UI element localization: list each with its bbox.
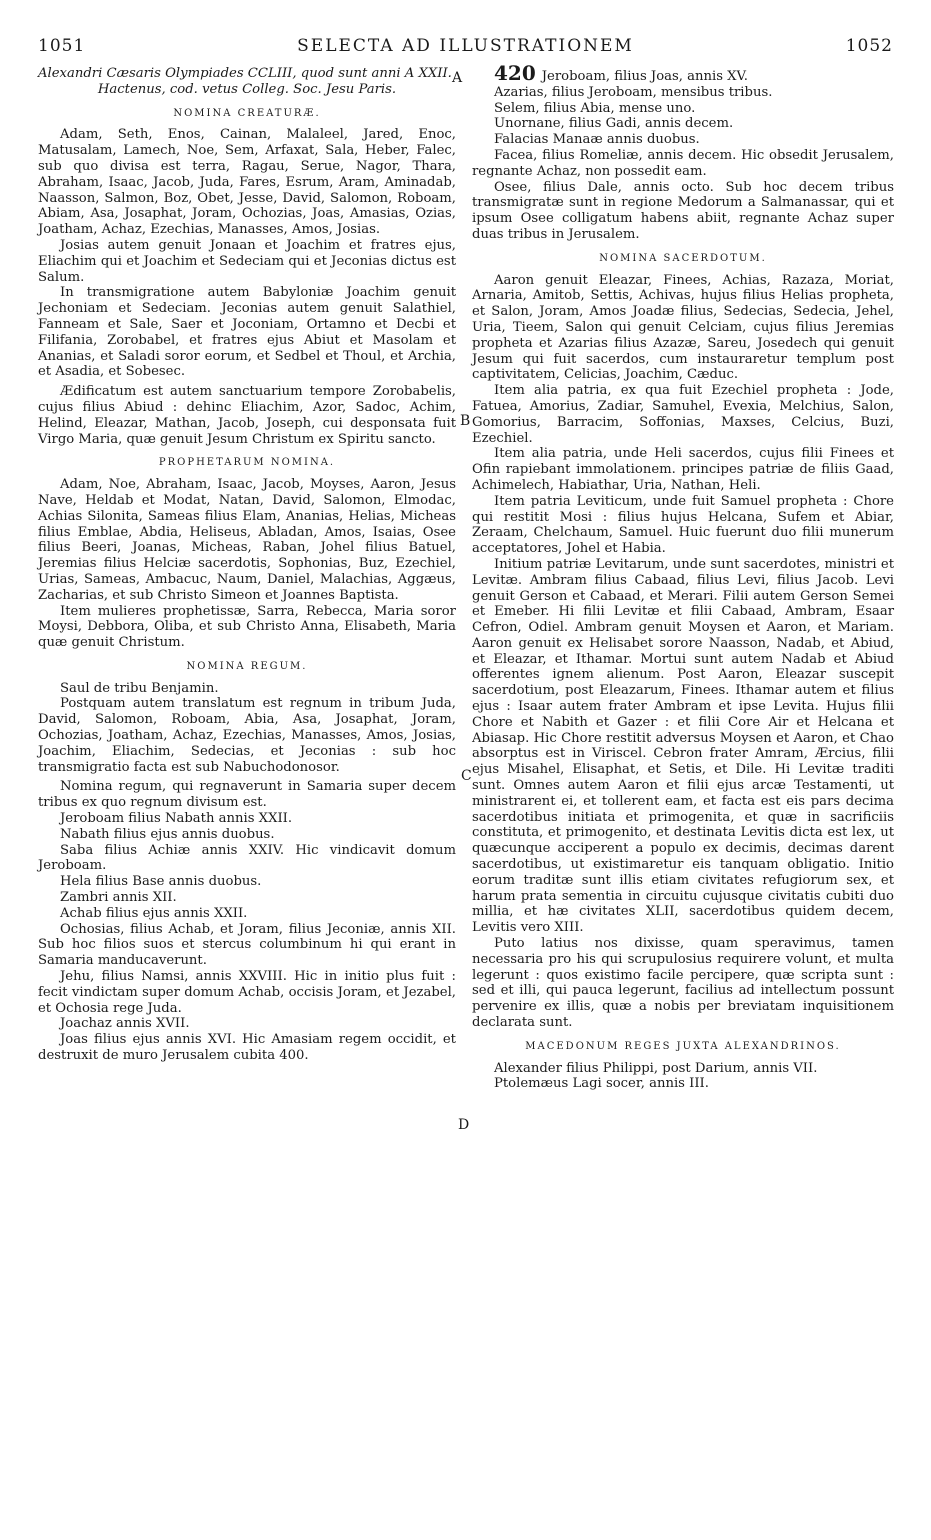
paragraph-transmigratione: In transmigratione autem Babyloniæ Joachim genuit Jechoniam et Sedeciam. Jeconias autem genuit Salathiel, Fanneam et Sale, Saer et Joconiam, Ortamno et Decbi et Filifania, Zorobabel, et fratres ejus Abiut et Masolam et Ananias, et Saladi soror eorum, et Sedbel et Thoul, et Archia, et Asadia, et Sobesec. <box>38 285 456 380</box>
list-item: Azarias, filius Jeroboam, mensibus tribus. <box>494 84 773 100</box>
heading-sacerdotum: NOMINA SACERDOTUM. <box>599 252 767 264</box>
right-page-number: 1052 <box>845 36 893 56</box>
list-item: Ochosias, filius Achab, et Joram, filius Jeconiæ, annis XII. Sub hoc filios suos et stercus columbinum hi qui erant in Samaria manducaverunt. <box>38 921 456 969</box>
margin-letter-a: A <box>452 70 463 86</box>
list-item: Jehu, filius Namsi, annis XXVIII. Hic in initio plus fuit : fecit vindictam super domum Achab, occisis Joram, et Jezabel, et Ochosia rege Juda. <box>38 969 456 1016</box>
paragraph-creaturae: Adam, Seth, Enos, Cainan, Malaleel, Jared, Enoc, Matusalam, Lamech, Noe, Sem, Arfaxat, Sala, Heber, Falec, sub quo divisa est terra, Ragau, Serue, Nagor, Thara, Abraham, Isaac, Jacob, Juda, Fares, Esrum, Aram, Aminadab, Naasson, Salmon, Boz, Obet, Jesse, David, Salomon, Roboam, Abiam, Asa, Josaphat, Joram, Ochozias, Joas, Amasias, Ozias, Joatham, Achaz, Ezechias, Manasses, Amos, Josias. <box>38 127 456 238</box>
list-item: Falacias Manaæ annis duobus. <box>494 132 700 148</box>
list-item: Zambri annis XII. <box>60 890 177 906</box>
list-item: Osee, filius Dale, annis octo. Sub hoc decem tribus transmigratæ sunt in regione Medorum a Salmanassar, qui et ipsum Osee colligatum habens abiit, regnante Achaz super duas tribus in Jerusalem. <box>472 179 894 242</box>
right-column <box>472 61 894 1092</box>
heading-macedonum: MACEDONUM REGES JUXTA ALEXANDRINOS. <box>525 1040 841 1052</box>
heading-regum: NOMINA REGUM. <box>186 660 308 672</box>
page-header <box>38 36 893 60</box>
intro-line: Alexandri Cæsaris Olympiades CCLIII, quod sunt anni A XXII. <box>38 66 452 81</box>
list-item: Alexander filius Philippi, post Darium, annis VII. <box>494 1060 818 1076</box>
list-item: Jeroboam filius Nabath annis XXII. <box>60 811 293 827</box>
margin-letter-d: D <box>458 1117 470 1133</box>
paragraph-item-ezechiel: Item alia patria, ex qua fuit Ezechiel propheta : Jode, Fatuea, Amorius, Zadiar, Samuhel, Evexia, Melchius, Salon, Gomorius, Barracim, Soffonias, Maxses, Celcius, Buzi, Ezechiel. <box>472 383 894 446</box>
heading-prophetarum: PROPHETARUM NOMINA. <box>158 457 336 469</box>
list-item: Joas filius ejus annis XVI. Hic Amasiam regem occidit, et destruxit de muro Jerusalem cubita 400. <box>38 1032 456 1064</box>
list-item: Jeroboam, filius Joas, annis XV. <box>541 69 748 84</box>
paragraph-josias: Josias autem genuit Jonaan et Joachim et fratres ejus, Eliachim qui et Joachim et Sedeciam qui et Jeconias dictus est Salum. <box>38 237 456 285</box>
paragraph-item-samuel: Item patria Leviticum, unde fuit Samuel propheta : Chore qui restitit Mosi : filius hujus Helcana, Sufem et Abiar, Zeraam, Chelchaum, Samuel. Huic fuerunt duo filii munerum acceptatores, Johel et Habia. <box>472 493 894 557</box>
list-item: Achab filius ejus annis XXII. <box>60 905 248 921</box>
list-item: Nabath filius ejus annis duobus. <box>60 826 275 842</box>
list-item: Facea, filius Romeliæ, annis decem. Hic obsedit Jerusalem, regnante Achaz, non possedit eam. <box>472 147 894 179</box>
heading-creaturae: NOMINA CREATURÆ. <box>173 107 321 119</box>
paragraph-item-heli: Item alia patria, unde Heli sacerdos, cujus filii Finees et Ofin rapiebant immolationem. principes patriæ de filiis Gaad, Achimelech, Habiathar, Uria, Nathan, Heli. <box>472 446 894 493</box>
list-item: Unornane, filius Gadi, annis decem. <box>494 116 734 132</box>
left-page-number: 1051 <box>38 36 86 56</box>
margin-letter-b: B <box>460 413 471 429</box>
paragraph-initium: Initium patriæ Levitarum, unde sunt sacerdotes, ministri et Levitæ. Ambram filius Cabaad, filius Levi, filius Jacob. Levi genuit Gerson et Cabaad, et Merari. Filii autem Gerson Semei et Emeber. Hi filii Levitæ et filii Cabaad, Ambram, Esaar Cefron, Odiel. Ambram genuit Moysen et Aaron, et Mariam. Aaron genuit ex Helisabet sorore Naasson, Nadab, et Abiud, et Eleazar, et Ithamar. Mortui sunt autem Nadab et Abiud offerentes ignem alienum. Post Aaron, Eleazar suscepit sacerdotium, post Eleazarum, Finees. Ithamar autem et filius ejus : Isaar autem frater Ambram et ipse Levita. Hujus filii Chore et Nabith et Gazer : et filii Core Air et Helcana et Abiasap. Hic Chore restitit adversus Moysen et Aaron, et Chao absorptus est in Viriscel. Cebron frater Amram, Ærcius, filii ejus Misahel, Elisaphat, et Setis, et Dile. Hi Levitæ traditi sunt. Omnes autem Aaron et filii ejus arcæ Testamenti, ut ministrarent ei, et tollerent eam, et facta est eis pars decima sacerdotibus initiata et primogenita, et quæ in sacrificiis constituta, et primogenito, et destinata Levitis dicta est lex, ut quæcunque acciperent a populo ex decimis, decimas darent sacerdotibus, ut existimaretur eis tanquam obligatio. Initio eorum traditæ sunt illis etiam civitates refugiorum sex, et harum prata sementia in circuitu cujusque civitatis cubiti duo millia, et hæ civitates XLII, sacerdotibus quidem decem, Levitis vero XIII. <box>472 556 894 936</box>
paragraph-aaron: Aaron genuit Eleazar, Finees, Achias, Razaza, Moriat, Arnaria, Amitob, Settis, Achivas, hujus filius Helias propheta, et Salon, Joram, Amos Joadæ filius, Sedecias, Sedecia, Jehel, Uria, Tieem, Salon qui genuit Celciam, cujus filius Jeremias propheta et Azarias filius Azazæ, Sareu, Josedech qui genuit Jesum qui fuit sacerdos, cum instauraretur templum post captivitatem, Celicias, Joachim, Cæduc. <box>472 272 894 383</box>
list-item: Saba filius Achiæ annis XXIV. Hic vindicavit domum Jeroboam. <box>38 842 456 874</box>
column-marker-number: 420 <box>494 61 536 85</box>
margin-letter-c: C <box>461 768 472 784</box>
list-item: Selem, filius Abia, mense uno. <box>494 100 696 116</box>
left-column <box>38 66 456 1064</box>
list-item: Hela filius Base annis duobus. <box>60 874 262 890</box>
list-item: Ptolemæus Lagi socer, annis III. <box>494 1076 709 1092</box>
paragraph-nomina-regum: Nomina regum, qui regnaverunt in Samaria super decem tribus ex quo regnum divisum est. <box>38 779 456 811</box>
source-note: Hactenus, cod. vetus Colleg. Soc. Jesu Paris. <box>97 81 397 97</box>
paragraph-aedificatum: Ædificatum est autem sanctuarium tempore Zorobabelis, cujus filius Abiud : dehinc Eliachim, Azor, Sadoc, Achim, Helind, Eleazar, Mathan, Jacob, Joseph, cui desponsata fuit Virgo Maria, quæ genuit Jesum Christum ex Spiritu sancto. <box>38 384 456 447</box>
paragraph-saul: Saul de tribu Benjamin. <box>60 680 219 696</box>
running-title: SELECTA AD ILLUSTRATIONEM <box>297 36 634 56</box>
paragraph-prophetarum: Adam, Noe, Abraham, Isaac, Jacob, Moyses, Aaron, Jesus Nave, Heldab et Modat, Natan, David, Salomon, Elmodac, Achias Silonita, Sameas filius Elam, Ananias, Helias, Micheas filius Emblae, Abdia, Heliseus, Abladan, Amos, Isaias, Osee filius Beeri, Joanas, Micheas, Raban, Johel filius Batuel, Jeremias filius Helciæ sacerdotis, Sophonias, Buz, Ezechiel, Urias, Sameas, Ambacuc, Naum, Daniel, Malachias, Aggæus, Zacharias, et sub Christo Simeon et Joannes Baptista. <box>38 477 456 603</box>
list-item: Joachaz annis XVII. <box>60 1016 190 1032</box>
paragraph-postquam: Postquam autem translatum est regnum in tribum Juda, David, Salomon, Roboam, Abia, Asa, Josaphat, Joram, Ochozias, Joatham, Achaz, Ezechias, Manasses, Amos, Josias, Joachim, Eliachim, Sedecias, et Jeconias : sub hoc transmigratio facta est sub Nabuchodonosor. <box>38 696 456 775</box>
paragraph-puto: Puto latius nos dixisse, quam speravimus, tamen necessaria pro his qui scrupulosius requirere volunt, et multa legerunt : quos existimo facile percipere, quæ scripta sunt : sed et illi, qui pauca legerunt, facilius ad intellectum possunt pervenire ex illis, quæ a nobis per breviatam inquisitionem declarata sunt. <box>472 936 894 1031</box>
paragraph-mulieres: Item mulieres prophetissæ, Sarra, Rebecca, Maria soror Moysi, Debbora, Oliba, et sub Christo Anna, Elisabeth, Maria quæ genuit Christum. <box>38 603 456 651</box>
